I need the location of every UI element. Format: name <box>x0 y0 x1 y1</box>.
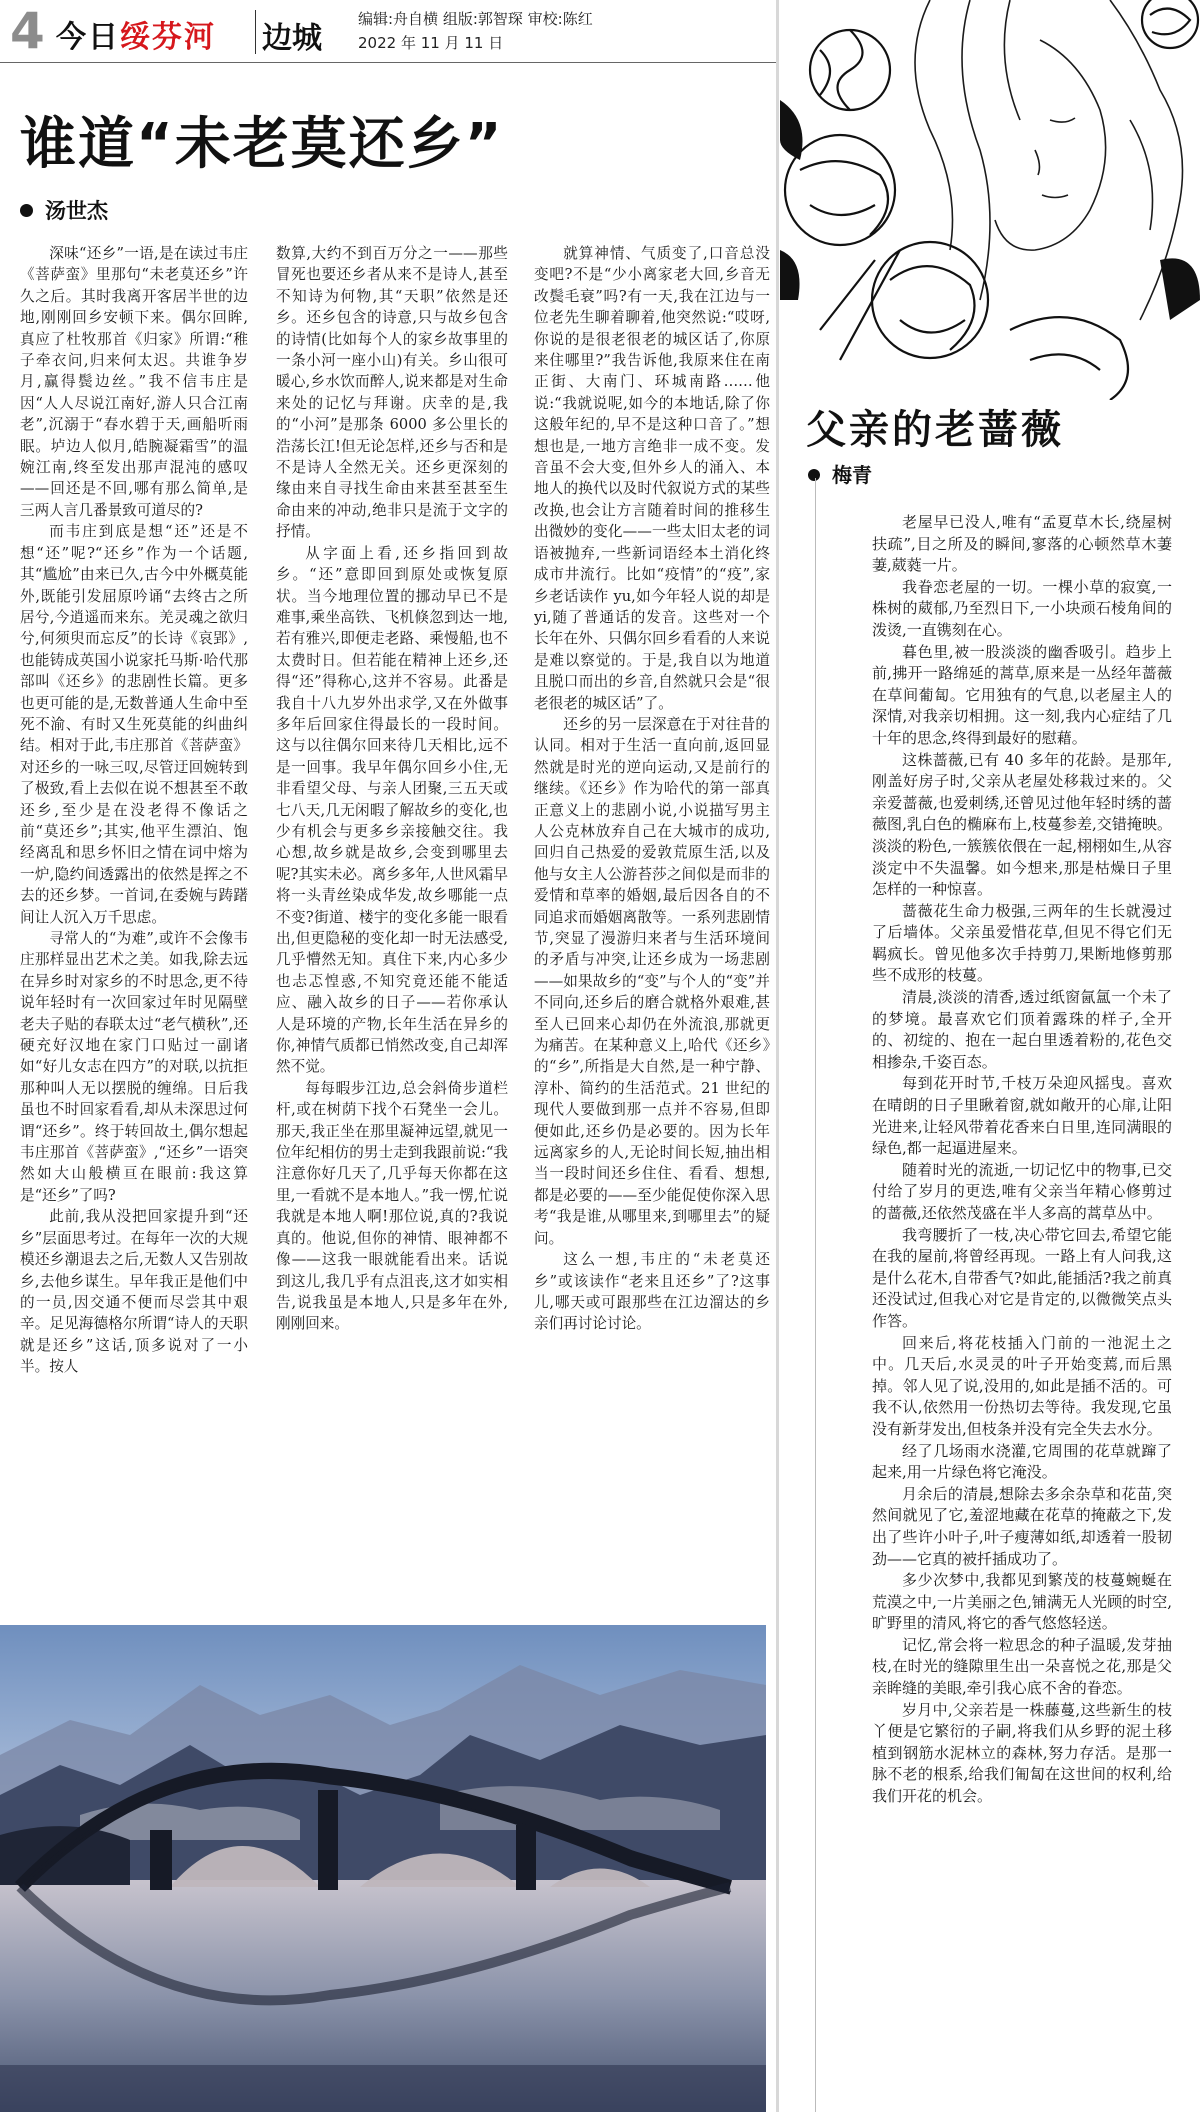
article-byline <box>20 195 108 225</box>
page-number: 4 <box>10 2 45 60</box>
column-divider <box>776 0 779 2112</box>
paragraph-continued: 数算,大约不到百万分之一——那些冒死也要还乡者从来不是诗人,甚至不知诗为何物,其“天职”依然是还乡。还乡包含的诗意,只与故乡包含的诗情(比如每个人的家乡故事里的一条小河一座小山)有关。乡山很可暖心,乡水饮而醉人,说来都是对生命来处的记忆与拜谢。庆幸的是,我的“小河”是那条 6000 多公里长的浩荡长江!但无论怎样,还乡与否和是不是诗人全然无关。还乡更深刻的缘由来自寻找生命由来甚至甚至生命由来的冲动,绝非只是流于文字的抒情。 <box>276 245 508 541</box>
paragraph: 我眷恋老屋的一切。一棵小草的寂寞,一株树的葳郁,乃至烈日下,一小块顽石棱角间的泼烫,一直镌刻在心。 <box>872 577 1172 639</box>
article-author-2: 梅青 <box>832 463 872 487</box>
brand-name: 绥芬河 <box>120 20 216 55</box>
article-author: 汤世杰 <box>45 199 108 223</box>
byline-vertical-rule <box>815 478 816 2112</box>
masthead-rule <box>0 62 776 63</box>
paragraph: 我弯腰折了一枝,决心带它回去,希望它能在我的屋前,将曾经再现。一路上有人问我,这是什么花木,自带香气?如此,能插活?我之前真还没试过,但我心对它是肯定的,以微微笑点头作答。 <box>872 1225 1172 1330</box>
article-column-1 <box>20 243 248 1595</box>
article-title-2: 父亲的老蔷薇 <box>806 407 1064 453</box>
byline-bullet-icon <box>20 204 33 217</box>
newspaper-brand <box>56 12 216 56</box>
paragraph: 从字面上看,还乡指回到故乡。“还”意即回到原处或恢复原状。当今地理位置的挪动早已不是难事,乘坐高铁、飞机倏忽到达一地,若有雅兴,即便走老路、乘慢船,也不太费时日。但若能在精神上还乡,还得“还”得称心,这并不容易。此番是我自十八九岁外出求学,又在外做事多年后回家住得最长的一段时间。这与以往偶尔回来待几天相比,远不是一回事。我早年偶尔回乡小住,无非看望父母、与亲人团聚,三五天或七八天,几无闲暇了解故乡的变化,也少有机会与更多乡亲接触交往。我心想,故乡就是故乡,会变到哪里去呢?其实未必。离乡多年,人世风霜早将一头青丝染成华发,故乡哪能一点不变?街道、楼宇的变化多能一眼看出,但更隐秘的变化却一时无法感受,几乎懵然无知。真住下来,内心多少也忐忑惶惑,不知究竟还能不能适应、融入故乡的日子——若你承认人是环境的产物,长年生活在异乡的你,神情气质都已悄然改变,自己却浑然不觉。 <box>276 544 508 1076</box>
paragraph: 月余后的清晨,想除去多余杂草和花苗,突然间就见了它,羞涩地藏在花草的掩蔽之下,发出了些许小叶子,叶子瘦薄如纸,却透着一股韧劲——它真的被扦插成功了。 <box>872 1484 1172 1568</box>
editor-credits: 编辑:舟自横 组版:郭智琛 审校:陈红 <box>358 10 593 28</box>
brand-prefix: 今日 <box>56 20 120 55</box>
paragraph: 这株蔷薇,已有 40 多年的花龄。是那年,刚盖好房子时,父亲从老屋处移栽过来的。父亲爱蔷薇,也爱刺绣,还曾见过他年轻时绣的蔷薇图,乳白色的椭麻布上,枝蔓参差,交错掩映。淡淡的粉色,一簇簇依偎在一起,栩栩如生,从容淡定中不失温馨。如今想来,那是枯燥日子里怎样的一种惊喜。 <box>872 750 1172 899</box>
paragraph: 每到花开时节,千枝万朵迎风摇曳。喜欢在晴朗的日子里瞅着窗,就如敞开的心扉,让阳光进来,让轻风带着花香来白日里,连同满眼的绿色,都一起逼进屋来。 <box>872 1074 1172 1158</box>
article2-column <box>872 512 1172 2110</box>
paragraph: 深味“还乡”一语,是在读过韦庄《菩萨蛮》里那句“未老莫还乡”许久之后。其时我离开客居半世的边地,刚刚回乡安顿下来。偶尔回眸,真应了杜牧那首《归家》所谓:“稚子牵衣问,归来何太迟。共谁争岁月,赢得鬓边丝。”我不信韦庄是因“人人尽说江南好,游人只合江南老”,沉溺于“春水碧于天,画船听雨眠。垆边人似月,皓腕凝霜雪”的温婉江南,终至发出那声混沌的感叹——回还是不回,哪有那么简单,是三两人言几番景致可道尽的? <box>20 245 248 519</box>
paragraph: 每每暇步江边,总会斜倚步道栏杆,或在树荫下找个石凳坐一会儿。那天,我正坐在那里凝神远望,就见一位年纪相仿的男士走到我跟前说:“我注意你好几天了,几乎每天你都在这里,一看就不是本地人。”我一愣,忙说我就是本地人啊!那位说,真的?我说真的。他说,但你的神情、眼神都不像——这我一眼就能看出来。话说到这儿,我几乎有点沮丧,这才如实相告,说我虽是本地人,只是多年在外,刚刚回来。 <box>276 1079 508 1333</box>
paragraph: 而韦庄到底是想“还”还是不想“还”呢?“还乡”作为一个话题,其“尴尬”由来已久,古今中外概莫能外,既能引发屈原吟诵“去终古之所居兮,今逍遥而来东。羌灵魂之欲归兮,何须臾而忘反”的长诗《哀郢》,也能铸成英国小说家托马斯·哈代那部叫《还乡》的悲剧性长篇。更多也更可能的是,无数普通人生命中至死不渝、有时又生死莫能的纠曲纠结。相对于此,韦庄那首《菩萨蛮》对还乡的一咏三叹,尽管迂回婉转到了极致,看上去似在说不想甚至不敢还乡,至少是在没老得不像话之前“莫还乡”;其实,他平生漂泊、饱经离乱和思乡怀旧之情在词中熔为一炉,隐约间透露出的依然是挥之不去的还乡梦。一首词,在委婉与踌躇间让人沉入万千思虑。 <box>20 523 248 926</box>
paragraph: 老屋早已没人,唯有“孟夏草木长,绕屋树扶疏”,目之所及的瞬间,寥落的心顿然草木萋萋,葳蕤一片。 <box>872 513 1172 575</box>
masthead-divider <box>255 10 256 54</box>
paragraph: 就算神情、气质变了,口音总没变吧?不是“少小离家老大回,乡音无改鬓毛衰”吗?有一天,我在江边与一位老先生聊着聊着,他突然说:“哎呀,你说的是很老很老的城区话了,你原来住哪里?”我告诉他,我原来住在南正街、大南门、环城南路……他说:“我就说呢,如今的本地话,除了你这般年纪的,早不是这种口音了。”想想也是,一地方言绝非一成不变。发音虽不会大变,但外乡人的涌入、本地人的换代以及时代叙说方式的某些改换,也会让方言随着时间的推移生出微妙的变化——一些太旧太老的词语被抛弃,一些新词语经本土消化终成市井流行。比如“疫情”的“疫”,家乡老话读作 yu,如今年轻人说的却是 yi,随了普通话的发音。这些对一个长年在外、只偶尔回乡看看的人来说是难以察觉的。于是,我自以为地道且脱口而出的乡音,自然就只会是“很老很老的城区话”了。 <box>534 245 770 712</box>
paragraph: 岁月中,父亲若是一株藤蔓,这些新生的枝丫便是它繁衍的子嗣,将我们从乡野的泥土移植到钢筋水泥林立的森林,努力存活。是那一脉不老的根系,给我们匍匐在这世间的权利,给我们开花的机会。 <box>872 1700 1172 1806</box>
paragraph: 寻常人的“为难”,或许不会像韦庄那样显出艺术之美。如我,除去远在异乡时对家乡的不时思念,更不待说年轻时有一次回家过年时见隔壁老夫子贴的春联太过“老气横秋”,还硬充好汉地在家门口贴过一副诸如“好儿女志在四方”的对联,以抗拒那种叫人无以摆脱的缠绵。日后我虽也不时回家看看,却从未深思过何谓“还乡”。终于转回故土,偶尔想起韦庄那首《菩萨蛮》,“还乡”一语突然如大山般横亘在眼前:我这算是“还乡”了吗? <box>20 930 248 1204</box>
paragraph: 随着时光的流逝,一切记忆中的物事,已交付给了岁月的更迭,唯有父亲当年精心修剪过的蔷薇,还依然茂盛在半人多高的蒿草丛中。 <box>872 1160 1172 1222</box>
paragraph: 经了几场雨水浇灌,它周围的花草就蹿了起来,用一片绿色将它淹没。 <box>872 1441 1172 1482</box>
paragraph: 还乡的另一层深意在于对往昔的认同。相对于生活一直向前,返回显然就是时光的逆向运动,又是前行的继续。《还乡》作为哈代的第一部真正意义上的悲剧小说,小说描写男主人公克林放弃自己在大城市的成功,回归自己热爱的爱敦荒原生活,以及他与女主人公游苔莎之间似是而非的爱情和草率的婚姻,最后因各自的不同追求而婚姻离散等。一系列悲剧情节,突显了漫游归来者与生活环境间的矛盾与冲突,让还乡成为一场悲剧——如果故乡的“变”与个人的“变”并不同向,还乡后的磨合就格外艰难,甚至人已回来心却仍在外流浪,那就更为痛苦。在某种意义上,哈代《还乡》的“乡”,所指是大自然,是一种宁静、淳朴、简约的生活范式。21 世纪的现代人要做到那一点并不容易,但即便如此,还乡仍是必要的。因为长年远离家乡的人,无论时间长短,抽出相当一段时间还乡住住、看看、想想,都是必要的——至少能促使你深入思考“我是谁,从哪里来,到哪里去”的疑问。 <box>534 715 770 1247</box>
publication-date: 2022 年 11 月 11 日 <box>358 34 504 52</box>
paragraph: 暮色里,被一股淡淡的幽香吸引。趋步上前,拂开一路绵延的蒿草,原来是一丛经年蔷薇在草间葡匐。它用独有的气息,以老屋主人的深情,对我亲切相拥。这一刻,我内心症结了几十年的思念,终得到最好的慰藉。 <box>872 642 1172 747</box>
article-title: 谁道“未老莫还乡” <box>20 112 504 177</box>
paragraph: 回来后,将花枝插入门前的一池泥土之中。几天后,水灵灵的叶子开始变蔫,而后黑掉。邻人见了说,没用的,如此是插不活的。可我不认,依然用一份热切去等待。我发现,它虽没有新芽发出,但枝条并没有完全失去水分。 <box>872 1333 1172 1438</box>
paragraph: 此前,我从没把回家提升到“还乡”层面思考过。在每年一次的大规模还乡潮退去之后,无数人又告别故乡,去他乡谋生。早年我正是他们中的一员,因交通不便而尽尝其中艰辛。足见海德格尔所谓“诗人的天职就是还乡”这话,顶多说对了一小半。按人 <box>20 1208 248 1376</box>
byline-bullet-icon <box>808 469 820 481</box>
paragraph: 蔷薇花生命力极强,三两年的生长就漫过了后墙体。父亲虽爱惜花草,但见不得它们无羁疯长。曾见他多次手持剪刀,果断地修剪那些不成形的枝蔓。 <box>872 901 1172 985</box>
article-column-2 <box>276 243 508 1595</box>
paragraph: 这么一想,韦庄的“未老莫还乡”或该读作“老来且还乡”了?这事儿,哪天或可跟那些在江边溜达的乡亲们再讨论讨论。 <box>534 1251 770 1333</box>
bridge-landscape-photo <box>0 1625 766 2112</box>
paragraph: 记忆,常会将一粒思念的种子温暖,发芽抽枝,在时光的缝隙里生出一朵喜悦之花,那是父亲眸缝的美眼,牵引我心底不舍的眷恋。 <box>872 1635 1172 1698</box>
article-column-3 <box>534 243 770 1595</box>
masthead <box>0 0 780 62</box>
portrait-illustration <box>780 0 1200 400</box>
article-byline-2 <box>808 459 872 488</box>
paragraph: 多少次梦中,我都见到繁茂的枝蔓蜿蜒在荒漠之中,一片美丽之色,铺满无人光顾的时空,旷野里的清风,将它的香气悠悠轻送。 <box>872 1571 1172 1633</box>
paragraph: 清晨,淡淡的清香,透过纸窗氤氲一个未了的梦境。最喜欢它们顶着露珠的样子,全开的、初绽的、抱在一起白里透着粉的,花色交相掺杂,千姿百态。 <box>872 988 1172 1071</box>
section-name: 边城 <box>262 21 322 56</box>
